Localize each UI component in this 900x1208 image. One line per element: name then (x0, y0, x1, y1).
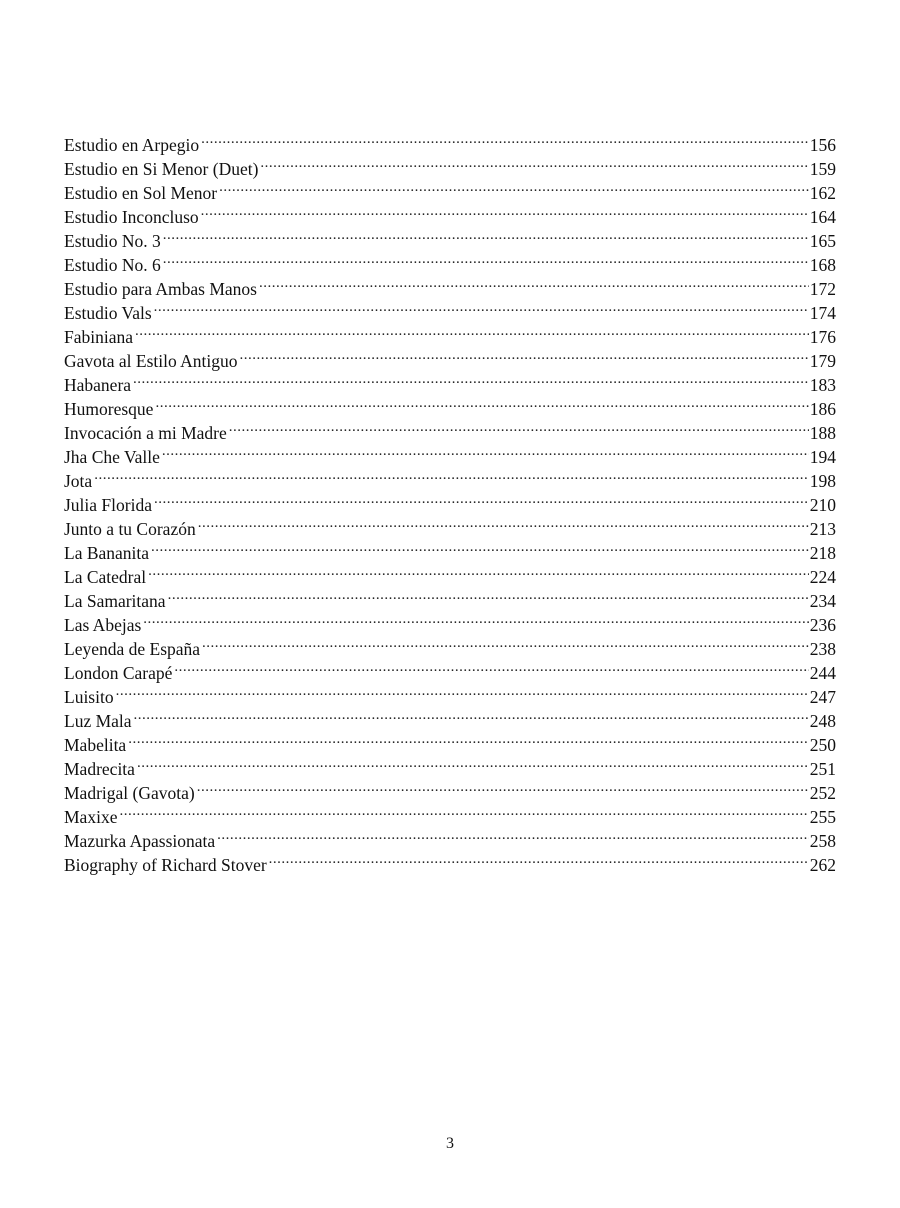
toc-entry (64, 319, 836, 347)
toc-entry-title: Estudio Inconcluso (64, 207, 199, 227)
toc-entry (64, 703, 836, 731)
toc-entry-title: Madrecita (64, 759, 135, 779)
toc-entry-title: Leyenda de España (64, 639, 201, 659)
toc-entry-title: Estudio en Sol Menor (64, 183, 218, 203)
toc-entry-page: 165 (809, 231, 836, 251)
dot-leader (116, 679, 809, 703)
toc-entry (64, 511, 836, 539)
dot-leader (240, 343, 809, 367)
toc-entry (64, 751, 836, 779)
dot-leader (148, 559, 809, 583)
toc-entry-page: 198 (809, 471, 836, 491)
toc-entry-page: 159 (809, 159, 836, 179)
toc-entry-page: 186 (809, 399, 836, 419)
dot-leader (163, 223, 809, 247)
toc-entry (64, 463, 836, 491)
toc-entry-title: Mabelita (64, 735, 127, 755)
toc-entry-title: Estudio en Arpegio (64, 135, 200, 155)
toc-entry (64, 415, 836, 443)
dot-leader (259, 271, 809, 295)
toc-entry-title: Luisito (64, 687, 114, 707)
toc-entry-title: Jha Che Valle (64, 447, 160, 467)
toc-entry-page: 168 (809, 255, 836, 275)
toc-entry-title: Julia Florida (64, 495, 152, 515)
toc-entry (64, 535, 836, 563)
dot-leader (133, 367, 809, 391)
toc-entry-page: 218 (809, 543, 836, 563)
dot-leader (197, 775, 809, 799)
toc-entry (64, 247, 836, 275)
dot-leader (201, 127, 809, 151)
toc-entry-title: Fabiniana (64, 327, 134, 347)
toc-entry-page: 250 (809, 735, 836, 755)
dot-leader (229, 415, 809, 439)
toc-entry (64, 487, 836, 515)
toc-entry-title: Las Abejas (64, 615, 142, 635)
toc-entry (64, 775, 836, 803)
dot-leader (151, 535, 809, 559)
toc-entry-page: 247 (809, 687, 836, 707)
toc-entry-title: Humoresque (64, 399, 154, 419)
toc-entry-title: Madrigal (Gavota) (64, 783, 195, 803)
toc-entry-title: Invocación a mi Madre (64, 423, 227, 443)
toc-entry-title: London Carapé (64, 663, 173, 683)
dot-leader (128, 727, 809, 751)
toc-entry-page: 224 (809, 567, 836, 587)
dot-leader (202, 631, 809, 655)
toc-entry-page: 176 (809, 327, 836, 347)
table-of-contents (64, 127, 836, 875)
dot-leader (162, 439, 809, 463)
toc-entry-title: Estudio para Ambas Manos (64, 279, 257, 299)
dot-leader (217, 823, 809, 847)
toc-entry (64, 823, 836, 851)
toc-entry-page: 172 (809, 279, 836, 299)
toc-entry-page: 251 (809, 759, 836, 779)
toc-entry (64, 223, 836, 251)
dot-leader (119, 799, 808, 823)
toc-entry-title: Maxixe (64, 807, 118, 827)
toc-entry-page: 213 (809, 519, 836, 539)
toc-entry-title: Junto a tu Corazón (64, 519, 196, 539)
toc-entry-page: 238 (809, 639, 836, 659)
toc-entry-page: 252 (809, 783, 836, 803)
toc-entry-page: 258 (809, 831, 836, 851)
dot-leader (174, 655, 808, 679)
dot-leader (94, 463, 809, 487)
toc-entry (64, 127, 836, 155)
toc-entry (64, 583, 836, 611)
toc-entry-title: Estudio en Si Menor (Duet) (64, 159, 259, 179)
toc-entry-page: 162 (809, 183, 836, 203)
toc-entry (64, 727, 836, 755)
toc-entry-page: 234 (809, 591, 836, 611)
toc-entry-title: Jota (64, 471, 93, 491)
toc-entry (64, 607, 836, 635)
toc-entry (64, 439, 836, 467)
toc-entry-title: Estudio No. 6 (64, 255, 161, 275)
toc-entry-page: 262 (809, 855, 836, 875)
toc-entry-page: 164 (809, 207, 836, 227)
toc-entry (64, 295, 836, 323)
dot-leader (219, 175, 809, 199)
toc-entry-page: 255 (809, 807, 836, 827)
toc-entry-title: La Bananita (64, 543, 150, 563)
toc-entry-page: 174 (809, 303, 836, 323)
dot-leader (135, 319, 809, 343)
toc-entry-title: Luz Mala (64, 711, 132, 731)
toc-entry-title: Biography of Richard Stover (64, 855, 267, 875)
toc-entry-title: Estudio Vals (64, 303, 152, 323)
dot-leader (260, 151, 808, 175)
toc-entry-title: Estudio No. 3 (64, 231, 161, 251)
toc-entry (64, 679, 836, 707)
toc-entry-title: La Catedral (64, 567, 147, 587)
toc-entry (64, 391, 836, 419)
toc-entry-title: La Samaritana (64, 591, 166, 611)
toc-entry-page: 194 (809, 447, 836, 467)
toc-entry (64, 343, 836, 371)
toc-entry-page: 236 (809, 615, 836, 635)
dot-leader (154, 295, 809, 319)
toc-entry-page: 210 (809, 495, 836, 515)
toc-entry (64, 271, 836, 299)
dot-leader (154, 487, 809, 511)
dot-leader (168, 583, 809, 607)
toc-entry (64, 559, 836, 587)
toc-entry-title: Mazurka Apassionata (64, 831, 216, 851)
toc-entry (64, 367, 836, 395)
dot-leader (269, 847, 809, 871)
toc-entry-page: 248 (809, 711, 836, 731)
toc-entry-title: Habanera (64, 375, 132, 395)
toc-entry-page: 188 (809, 423, 836, 443)
toc-entry-page: 156 (809, 135, 836, 155)
dot-leader (143, 607, 808, 631)
toc-entry-page: 183 (809, 375, 836, 395)
dot-leader (163, 247, 809, 271)
page-number: 3 (446, 1135, 454, 1152)
toc-entry-page: 244 (809, 663, 836, 683)
dot-leader (198, 511, 809, 535)
toc-entry (64, 655, 836, 683)
dot-leader (201, 199, 809, 223)
toc-entry-title: Gavota al Estilo Antiguo (64, 351, 238, 371)
toc-entry (64, 631, 836, 659)
dot-leader (155, 391, 808, 415)
toc-entry (64, 799, 836, 827)
dot-leader (134, 703, 809, 727)
dot-leader (137, 751, 809, 775)
toc-entry-page: 179 (809, 351, 836, 371)
